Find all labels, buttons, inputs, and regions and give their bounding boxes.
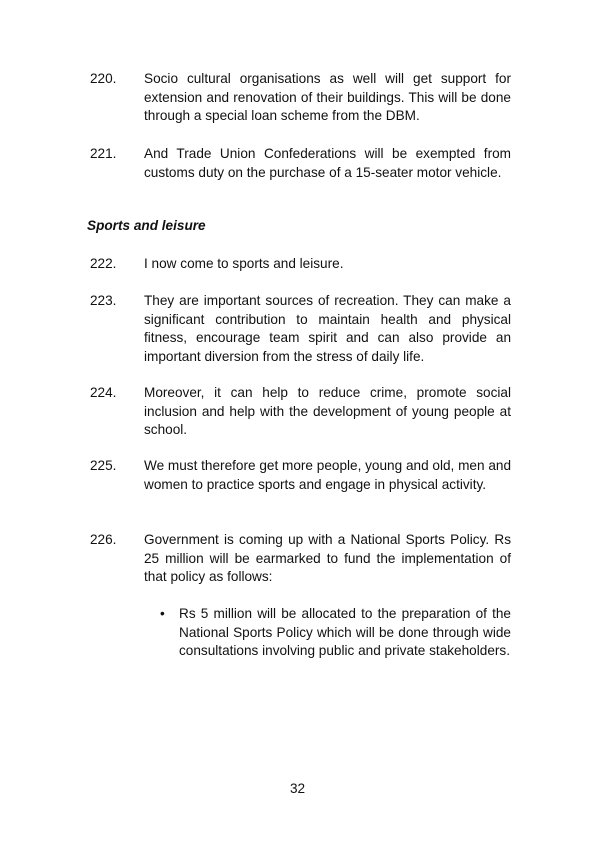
bullet-item bbox=[160, 605, 511, 661]
paragraph-text: Moreover, it can help to reduce crime, promote social inclusion and help with the development of young people at school. bbox=[144, 385, 511, 438]
paragraph-number: 225. bbox=[90, 458, 117, 473]
paragraph-text: Government is coming up with a National Sports Policy. Rs 25 million will be earmarked to fund the implementation of that policy as follows: bbox=[144, 532, 511, 585]
paragraph-number: 222. bbox=[90, 256, 117, 271]
paragraph-text: Socio cultural organisations as well will get support for extension and renovation of their buildings. This will be done through a special loan scheme from the DBM. bbox=[144, 71, 511, 124]
paragraph-text: And Trade Union Confederations will be exempted from customs duty on the purchase of a 15-seater motor vehicle. bbox=[144, 146, 511, 180]
bullet-marker: • bbox=[160, 606, 165, 621]
paragraph-number: 226. bbox=[90, 532, 117, 547]
paragraph-number: 223. bbox=[90, 293, 117, 308]
paragraph-224 bbox=[90, 384, 511, 440]
section-heading: Sports and leisure bbox=[87, 218, 206, 233]
paragraph-number: 224. bbox=[90, 385, 117, 400]
paragraph-223 bbox=[90, 292, 511, 366]
paragraph-225 bbox=[90, 457, 511, 494]
paragraph-226 bbox=[90, 531, 511, 587]
paragraph-text: They are important sources of recreation. They can make a significant contribution to maintain health and physical fitness, encourage team spirit and can also provide an important diversion from the stress of daily life. bbox=[144, 293, 511, 364]
bullet-text: Rs 5 million will be allocated to the preparation of the National Sports Policy which will be done through wide consultations involving public and private stakeholders. bbox=[179, 606, 511, 659]
paragraph-222 bbox=[90, 255, 511, 274]
paragraph-number: 220. bbox=[90, 71, 117, 86]
paragraph-220 bbox=[90, 70, 511, 126]
page-number: 32 bbox=[289, 781, 306, 796]
paragraph-text: I now come to sports and leisure. bbox=[144, 256, 344, 271]
paragraph-text: We must therefore get more people, young and old, men and women to practice sports and engage in physical activity. bbox=[144, 458, 512, 492]
paragraph-221 bbox=[90, 145, 511, 182]
paragraph-number: 221. bbox=[90, 146, 117, 161]
